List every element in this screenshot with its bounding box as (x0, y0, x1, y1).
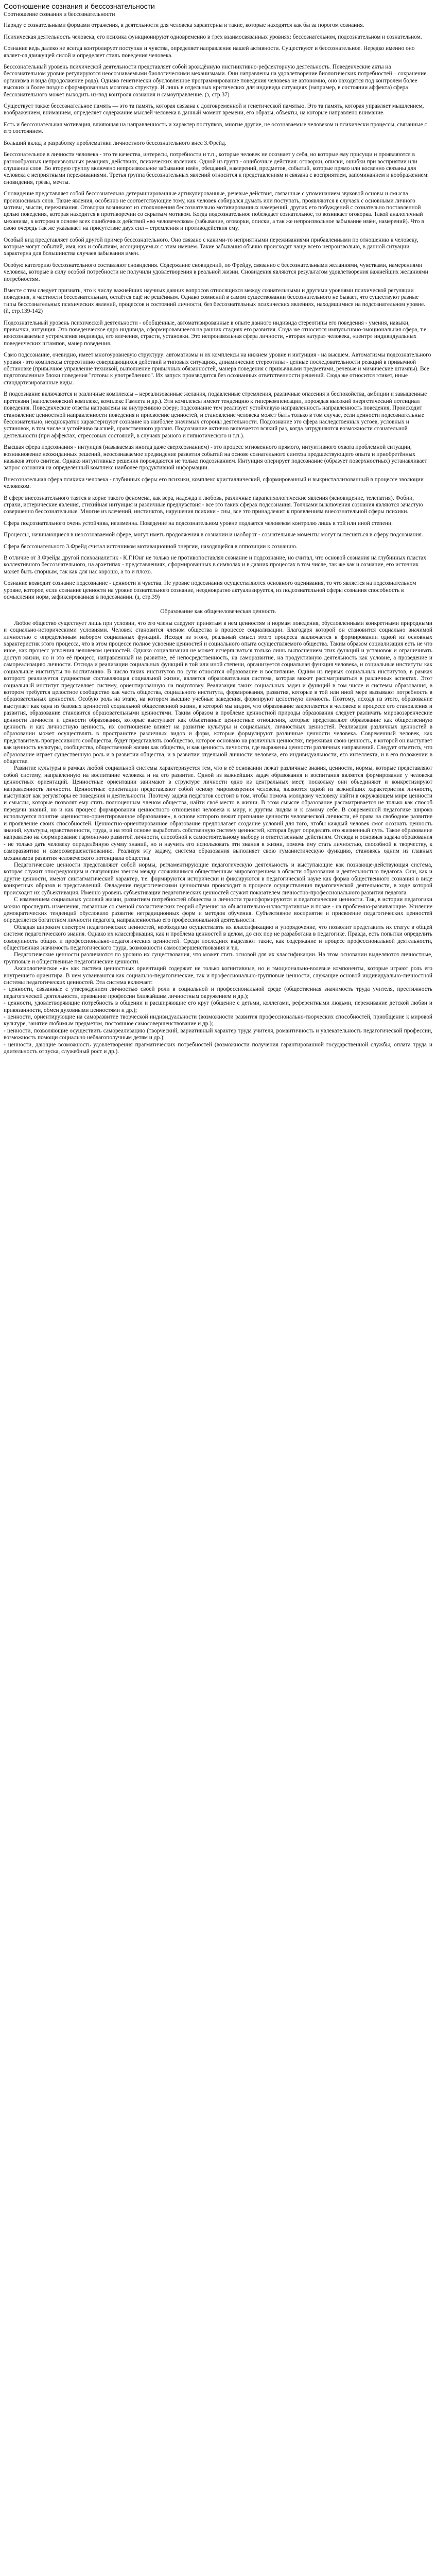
body-paragraph: Психическая деятельность человека, его психика функционируют одновременно в трёх взаимосвязанных уровнях: бессознательном, подсознательном и сознательном. (4, 33, 422, 40)
section-paragraph: С изменением социальных условий жизни, развитием потребностей общества и личности трансформируются и педагогические ценности. Так, в истории педагогики можно проследить изменения, связанные со сменой схоластических теорий обучения на объяснительно-иллюстративные и позже - на проблемно-развивающие. Усиление демократических тенденций обусловило развитие нетрадиционных форм и методов обучения. Субъективное восприятие и присвоение педагогических ценностей определяется богатством личности педагога, направленностью его профессиональной деятельности. (4, 896, 432, 924)
body-paragraph: Само подсознание, очевидно, имеет многоуровневую структуру: автоматизмы и их комплексы на нижнем уровне и интуиция - на высшем. Автоматизмы подсознательного уровня - это комплексы стереотипно совершающихся действий в типовых ситуациях, динамические стереотипы - цепные последовательности реакций в привычной обстановке (привычное управление техникой, выполнение привычных обязанностей, манера поведения с привычными предметами, речевые и мимические штампы). Все подготовленные блоки поведения "готовы к употреблению". Их запуск производится без осознанных ответственности решений. Сюда же относится этикет, иные стандартизированные виды. (4, 352, 431, 386)
body-paragraph: Внесознательная сфера психики человека - глубинных сферы его психики, комплекс кристаллический, сформированный и выкристаллизованный в процессе эволюции человеком. (4, 476, 424, 490)
body-paragraph: Больший вклад в разработку проблематики личностного бессознательного внес З.Фрейд. (4, 140, 226, 146)
section-heading: Образование как общечеловеческая ценность (160, 608, 276, 615)
list-item: - ценности, позволяющие осуществить самореализацию (творческий, вариативный характер труда учителя, романтичность и увлекательность педагогической профессии, возможность помощи социально неблагополучным детям и др.); (4, 1027, 432, 1041)
body-paragraph: Бессознательное в личности человека - это те качества, интересы, потребности и т.п., которые человек не осознает у себя, но которые ему присущи и проявляются в разнообразных непроизвольных реакциях, действиях, психических явлениях. Одной из групп - ошибочные действия: оговорки, описки, ошибки при восприятии или слушании слов. Во вторую группу включено непроизвольное забывание имён, обещаний, намерений, предметов, событий, которые прямо или косвенно связаны для человека с неприятными переживаниями. Третья группа бессознательных явлений относится к представлениям и связана с восприятием, запоминанием и воображением: сновидения, грёзы, мечты. (4, 151, 429, 185)
section-paragraph: Педагогические ценности различаются по уровню их существования, что может стать основой для их классификации. На этом основании выделяются личностные, групповые и общественные педагогические ценности. (4, 952, 432, 965)
body-paragraph: Сфера бессознательного З.Фрейд считал источником мотивационной энергии, находящейся в оппозиции к сознанию. (4, 543, 298, 550)
section-paragraph: Аксиологическое «я» как система ценностных ориентаций содержит не только когнитивные, но и эмоционально-волевые компоненты, которые играют роль его внутреннего ориентира. В нем усваиваются как социально-педагогические, так и профессионально-групповые ценности, служащие основой индивидуально-личностной системы педагогических ценностей. Эта система включает: (4, 965, 432, 986)
body-paragraph: Сознание ведь далеко не всегда контролирует поступки и чувства, определяет направление нашей активности. Существуют и бессознательное. Нередко именно оно являет-ся движущей силой и определяет стиль поведения человека. (4, 45, 415, 59)
section-paragraph: Любое общество существует лишь при условии, что его члены следуют принятым в нем ценностям и нормам поведения, обусловленными конкретными природными и социально-историческими условиями. Человек становится членом общества в процессе социализации. Благодаря которой он становится социально значимой личностью с определённым набором социальных функций. Исходя из этого, реальный смысл этого процесса заключается в формировании одной из основных характеристик этого процесса, что в этом процессе полное усвоение ценностей и социального опыта осуществляемого общества. Таким образом социализация есть не что иное, как процесс усвоения человеком ценностей. Однако социализация не может исчерпываться только лишь выполнением этих функций и установок и ограничивать доступ жизни, но и это её процесс, направленный на развитие, её непосредственность, на саморазвитие, на продуктивную деятельность как условие, а проведение и самореализацию личности. Отсюда и реализации социальных функций в той или иной степени, организуется социальная функция человека, и социальные институты как социальные институты по воспитанию. В число таких институтов по сути относится образование и воспитание. Одним из первых социальных институтов, в рамках которого реализуется сущностная составляющая социальной жизни, является образовательная система, которая может рассматриваться в различных аспектах. Этот социальный институт представляет систему, ориентированную на подготовку. Реализация таких социальных задач и функций в том числе и системы образования, в котором требуется целостное сообщество как часть общества, социального института, формирования, развития, которые в той или иной мере вызывают потребность в образовательных ценностях. Особую роль на этапе, на котором высшие учебные заведения, формируют целостную личность. Поэтому, исходя из этого, образование выступает как одна из базовых ценностей социальной общественной жизни, в которой мы видим, что образование закрепляется в человеке в процессе его становления и развития, образование становится образовательными ценностями. Таким образом в проблеме ценностной природы образования следует различать мировоззренческие ценности личности и ценности образования, которые выступают как объективные ценностные отношения, которые представляют образование как общественную ценность и как личностную ценность, их соотношение влияет на развитие культуры и социальных, личностных ценностей. Реализация различных ценностей в образовании может осуществлять в пространстве различных видов и форм, которые формулируют различные ценности человека. Современный человек, как представитель прогрессивного сообщества, будет представлять сообщество, которое основано на различных ценностях, переживая свою ценность, в которой он выступает как ценность культуры, сообщества, общественной жизни как общества, и как ценность личности, где выражены ценности различных направлений. Следует отметить, что образование играет существенную роль и в развитии общества, и в развитии отдельной личности человека, его индивидуальности, его интеллекта, и в его положении в обществе. (4, 620, 432, 765)
body-paragraph: Высшая сфера подсознания - интуиция (называемая иногда даже сверхсознанием) - это процесс мгновенного прямого, интуитивного охвата проблемной ситуации, возникновение неожиданных решений, неосознаваемое предвидение развития событий на основе сознательного синтеза предшествующего опыта и приобретённых навыков этого синтеза. Однако интуитивные решения порождаются не только подсознанием. Интуиция оперирует подсознание (образует поверхностных) устанавливает запрос сознания на определённый комплекс наиболее продуктивной информации. (4, 444, 427, 471)
body-paragraph: Вместе с тем следует признать, что к числу важнейших научных давних вопросов относящихся между сознательными и другими уровнями психической регуляции поведения, и частности бессознательным, остаётся ещё не решённым. Однако сомнений в самом существовании бессознательного не бывает, что существуют разные типы бессознательных психических явлений, процессов и состояний личности, без бессознательных психических явлениях, находящимися на подсознательном уровне. (й, стр.139-142) (4, 287, 426, 315)
body-paragraph: Особую категорию бессознательного составляют сновидения. Содержание сновидений, по Фрейду, связанно с бессознательными желаниями, чувствами, намерениями человека, которые в силу особой потребности не получили удовлетворения в реальной жизни. Сновидения являются результатом удовлетворения важнейших желаниями потребностям. (4, 262, 428, 282)
body-paragraph: Сновидение представляет собой бессознательно детерминированные артикулированные, речевые действия, связанные с упоминанием звуковой основы и смысла произносимых слов. Такие явления, особенно не соответствующие тому, как человек собирался думать или поступать, проявляются в случаях с основными личного мотивы, мысли, переживания. Оговорки возникают из столкновения бессознательно мотивированных намерений, других его побуждений с сознательно поставленной целью поведения, которая находится в противоречии со скрытым мотивом. Когда подсознательное побеждает сознательное, то возникает оговорка. Такой аналогичный механизм, в котором в основе всех ошибочных действий «во человеческом» (забывание, оговорки, описки, а так же непроизвольное забывание имён, намерений). Что в свою очередь так же указывает на присутствие двух сил – стремления и противодействия ему. (4, 191, 424, 232)
list-item: - ценности, удовлетворяющие потребность в общении и расширяющие его круг (общение с детьми, коллегами, референтными людьми, переживание детской любви и привязанности, обмен духовными ценностями и др.); (4, 1000, 432, 1013)
body-paragraph: Процессы, начинающиеся в неосознаваемой сфере, могут иметь продолжения в сознании и наоборот - сознательные моменты могут вытесняться в сферу подсознания. (4, 532, 423, 538)
body-paragraph: Подсознательный уровень психической деятельности - обобщённые, автоматизированные в опыте данного индивида стереотипы его поведения - умения, навыки, привычки, интуиция. Это поведенческое ядро индивида, сформировавшееся на ранних стадиях его развития. Сюда же относится импульсивно-эмоциональная сфера, т.е. неосознаваемые устремления индивида, его влечения, страсти, установки. Это непроизвольная сфера личности, «вторая натура» человека, «центр» индивидуальных поведенческих штампов, манер поведения. (4, 319, 428, 347)
body-paragraph: Существует также бессознательное память — это та память, которая связана с долговременной и генетической памятью. Это та память, которая управляет мышлением, воображением, вниманием, определяет содержание мыслей человека в данный момент времени, его образы, объекты, на которые направлено внимание. (4, 103, 424, 116)
section-paragraph: Развитие культуры в рамках любой социальной системы характеризуется тем, что в её основании лежат различные знания, ценности, нормы, которые представляют собой систему, направленную на воспитание человека и на его развитие. Одной из важнейших задач образования и воспитания является формирование у человека ценностных ориентаций. Ценностные ориентации занимают в структуре личности одно из центральных мест, поскольку они объединяют и конкретизируют направленность личности. Ценностные ориентации представляют собой основу мировоззрения человека, являются одной из важнейших характеристик личности, выступают как регуляторы её поведения и деятельности. Поэтому задача педагогов состоит в том, чтобы помочь молодому человеку найти в окружающем мире ценности и смыслы, которые позволят ему стать полноценным членом общества, найти своё место в жизни. В этом смысле образование рассматривается не только как способ передачи знаний, но и как процесс формирования ценностного отношения человека к миру, к другим людям и к самому себе. В современной педагогике широко используется понятие «ценностно-ориентированное образование», в основе которого лежит признание ценности человеческой личности, её права на свободное развитие и проявление своих способностей. Ценностно-ориентированное образование предполагает создание условий для того, чтобы каждый человек смог осознать ценность знаний, культуры, нравственности, труда, и на этой основе выработать собственную систему ценностей, которая будет определять его жизненный путь. Такое образование направлено на формирование гармонично развитой личности, способной к самостоятельному выбору и ответственным действиям. Отсюда и основная задача образования - не только дать человеку определённую сумму знаний, но и научить его использовать эти знания в жизни, помочь ему стать личностью, способной к творчеству, к саморазвитию и самосовершенствованию. Реализуя эту задачу, система образования выполняет свою гуманистическую функцию, становясь одним из главных механизмов развития человеческого потенциала общества. (4, 765, 432, 861)
body-paragraph: В отличие от З.Фрейда другой психоаналитик - К.Г.Юнг не только не противопоставлял сознание и подсознание, но считал, что основой сознания на глубинных пластах коллективного бессознательного, на архетипах - представлениях, сформированных в символах и в давних процессах в том числе, так же как и сознание, его источник может быть спорным, так как для нас хорошо, а то и плохо. (4, 555, 427, 575)
document-page (0, 0, 436, 1058)
list-item: - ценности, связанные с утверждением личностью своей роли в социальной и профессиональной среде (общественная значимость труда учителя, престижность педагогической деятельности, признание профессии ближайшим личностным окружением и др.); (4, 986, 432, 999)
list-item: - ценности, дающие возможность удовлетворения прагматических потребностей (возможности получения гарантированной государственной службы, оплата труда и длительность отпуска, служебный рост и др.). (4, 1041, 432, 1055)
body-paragraph: В сфере внесознательного таятся в корне такого феномена, как вера, надежда и любовь, различные парапсихологические явления (ясновидение, телепатия). Фобии, страхи, истерические явления, стихийная интуиция и различные предчувствия - все это таких сферах подсознания. Толчками выключения сознания являются зачастую совершенно бессознательные. Многие из влечений, инстинктов, нарушения психики - сны, все это принадлежит к проявлениям внесознательной сферы психики. (4, 495, 423, 515)
list-item: - ценности, ориентирующие на саморазвитие творческой индивидуальности (возможности развития профессионально-творческих способностей, приобщение к мировой культуре, занятие любимым предметом, постоянное самосовершенствование и др.); (4, 1014, 432, 1027)
section-paragraphs (4, 620, 432, 1056)
body-paragraph: Наряду с сознательными формами отражения, в деятельности для человека характерны и такие, которые находятся как бы за порогом сознания. (4, 22, 364, 29)
section-paragraph: Обладая широким спектром педагогических ценностей, необходимо осуществлять их классификацию и упорядочение, что позволит представить их статус в общей системе педагогического знания. Однако их классификация, как и проблема ценностей в целом, до сих пор не разработана в педагогике. Правда, есть попытки определить совокупность общих и профессионально-педагогических ценностей. Среди последних выделяют такие, как содержание и процесс профессиональной деятельности, общественная значимость педагогического труда, возможности самосовершенствования и т.д. (4, 924, 432, 951)
document-subtitle: Соотношение сознания и бессознательности (4, 11, 115, 18)
body-paragraph: Сознание возводит сознание подсознание - ценности и чувства. Не уровне подсознания осуществляются основного оценивания, то что является на подсознательном уровне, которое, если сознание ценности на уровне сознательного сознание, неоднократно актуализируется, из подсознательной сферы сознания способность в осмыслении норм, зафиксированная в подсознании. (з, стр.39) (4, 580, 416, 601)
section-paragraph: Педагогические ценности представляют собой нормы, регламентирующие педагогическую деятельность и выступающие как познающе-действующая система, которая служит опосредующим и связующим звеном между сложившимся общественным мировоззрением в области образования и деятельностью педагога. Они, как и другие ценности, имеют синтагматический характер, т.е. формируются исторически и фиксируются в педагогической науке как форма общественного сознания в виде конкретных образов и представлений. Овладение педагогическими ценностями происходит в процессе осуществления педагогической деятельности, в ходе которой происходит их субъективация. Именно уровень субъективации педагогических ценностей служит показателем личностно-профессионального развития педагога. (4, 862, 432, 896)
body-paragraph: Бессознательный уровень психической деятельности представляет собой врождённую инстинктивно-рефлекторную деятельность. Поведенческие акты на бессознательном уровне регулируются неосознаваемыми биологическими механизмами. Они направлены на удовлетворение биологических потребностей – сохранение организма и вида (продолжение рода). Однако генетически обусловленное программирование поведения человека не автономно, оно находится под контролем более высоких и более поздно сформированных мозговых структур. И лишь в отдельных критических для индивида ситуациях (например, в состоянии аффекта) сфера бессознательного может выходить из-под контроля сознания и самоуправление. (з, стр.37) (4, 64, 427, 98)
body-paragraph: Сфера подсознательного очень устойчива, неизменна. Поведение на подсознательном уровне подлается человеком контролю лишь в той или иной степени. (4, 520, 393, 527)
document-title: Соотношение сознания и бессознательности (4, 2, 155, 10)
body-paragraphs (4, 22, 432, 601)
body-paragraph: Особый вид представляет собой другой пример бессознательного. Оно связано с какими-то неприятными переживаниями прибавленными по отношению к человеку, которые могут событий, имя, как и событиям, ассоциируемых с этим именем. Такие забывания обычно происходят чаще всего непроизвольно, в данной ситуации характерна для большинства случаев забывания имён. (4, 236, 418, 257)
body-paragraph: В подсознание включаются и различные комплексы – нереализованные желания, подавленные стремления, различные опасения и беспокойства, амбиции и завышенные претензии (наполеоновский комплекс, комплекс Гамлета и др.). Эти комплексы имеют тенденцию к гиперкомпенсации, порождая высокий энергетический потенциал поведения. Поведенческие ответы направлены на внутреннюю сферу; подсознание тем реализует устойчивую направленность направленность поведения, Происходит становление ценностной направленности поведения и присвоение ценностей, и становление человека может быть только в том случае, если ценности подсознательные бессознательно, неоднократно характеризуют сознание на наиболее значимых стороны деятельности. Подсознание это сфера наследственных устоев, условных и установок, в том числе и устойчиво высшей, нравственного уровня. Подсознание активно включается всякий раз, когда затрудняются возможности сознательной деятельности (при аффектах, стрессовых состояний, в случаях разного и гипнотического и т.п.). (4, 391, 427, 439)
body-paragraph: Есть и бессознательная мотивация, влияющая на направленность и характер поступков, многие другие, не осознаваемые человеком и психически процессы, связанные с его состоянием. (4, 121, 427, 135)
